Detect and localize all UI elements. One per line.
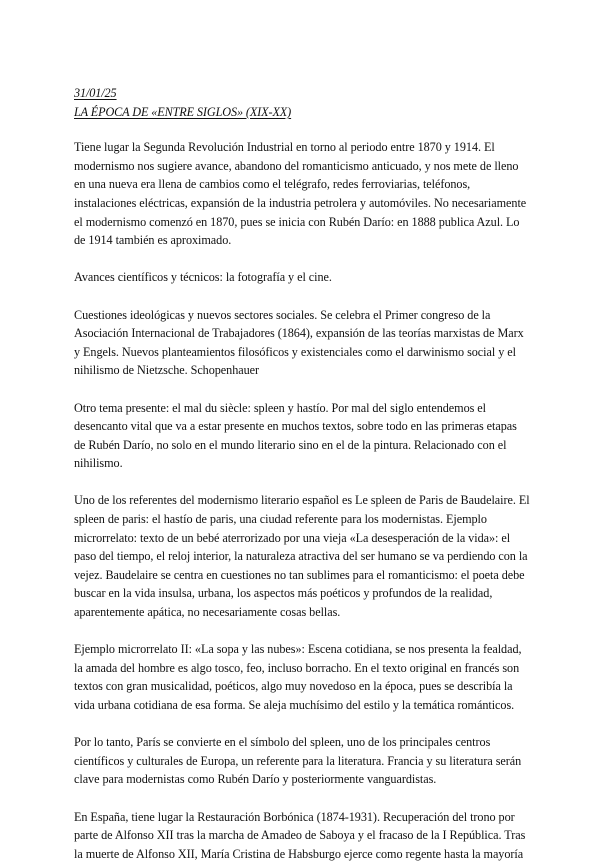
paragraph-ideological-questions: Cuestiones ideológicas y nuevos sectores sociales. Se celebra el Primer congreso de la Asociación Internacional de Trabajadores (1864), expansión de las teorías marxistas de Marx y Engels. Nuevos planteamientos filosóficos y existenciales como el darwinismo social y el nihilismo de Nietzsche. Schopenhauer: [74, 307, 524, 378]
paragraph-paris-symbol: Por lo tanto, París se convierte en el símbolo del spleen, uno de los principales centros científicos y culturales de Europa, un referente para la literatura. Francia y su literatura serán clave para modernistas como Rubén Darío y posteriormente vanguardistas.: [74, 735, 522, 787]
paragraph-restauracion: En España, tiene lugar la Restauración Borbónica (1874-1931). Recuperación del trono por parte de Alfonso XII tras la marcha de Amadeo de Saboya y el fracaso de la I República. Tras la muerte de Alfonso XII, María Cristina de Habsburgo ejerce como regente hasta la mayoría: [74, 809, 526, 861]
date-heading: 31/01/25: [74, 86, 117, 100]
paragraph-microrrelato-2: Ejemplo microrrelato II: «La sopa y las nubes»: Escena cotidiana, se nos presenta la fealdad, la amada del hombre es algo tosco, feo, incluso borracho. En el texto original en francés son textos con gran musicalidad, poéticos, algo muy novedoso en la época, pues se describía la vida urbana cotidiana de esa forma. Se aleja muchísimo del estilo y la temática románticos.: [74, 642, 522, 712]
paragraph-industrial-revolution: Tiene lugar la Segunda Revolución Industrial en torno al periodo entre 1870 y 1914. El modernismo nos sugiere avance, abandono del romanticismo anticuado, y nos mete de lleno en una nueva era llena de cambios como el telégrafo, redes ferroviarias, teléfonos, instalaciones eléctricas, expansión de la industria petrolera y automóviles. No necesariamente el modernismo comenzó en 1870, pues se inicia con Rubén Darío: en 1888 publica Azul. Lo de 1914 también es aproximado.: [74, 140, 527, 248]
paragraph-baudelaire: Uno de los referentes del modernismo literario español es Le spleen de Paris de Baudelaire. El spleen de paris: el hastío de paris, una ciudad referente para los modernistas. Ejemplo microrrelato: texto de un bebé aterrorizado por una vieja «La desesperación de la vida»: el paso del tiempo, el reloj interior, la naturaleza atractiva del ser humano se va perdiendo con la vejez. Baudelaire se centra en cuestiones no tan sublimes para el romanticismo: el poeta debe buscar en la vida insulsa, urbana, los aspectos más poéticos y profundos de la realidad, aparentemente apática, no necesariamente cosas bellas.: [74, 493, 530, 620]
paragraph-scientific-advances: Avances científicos y técnicos: la fotografía y el cine.: [74, 270, 332, 285]
document-header: [74, 84, 530, 121]
paragraph-mal-du-siecle: Otro tema presente: el mal du siècle: spleen y hastío. Por mal del siglo entendemos el desencanto vital que va a estar presente en muchos textos, sobre todo en las primeras etapas de Rubén Darío, no solo en el mundo literario sino en el de la pintura. Relacionado con el nihilismo.: [74, 400, 517, 471]
title-heading: LA ÉPOCA DE «ENTRE SIGLOS» (XIX-XX): [74, 104, 292, 119]
